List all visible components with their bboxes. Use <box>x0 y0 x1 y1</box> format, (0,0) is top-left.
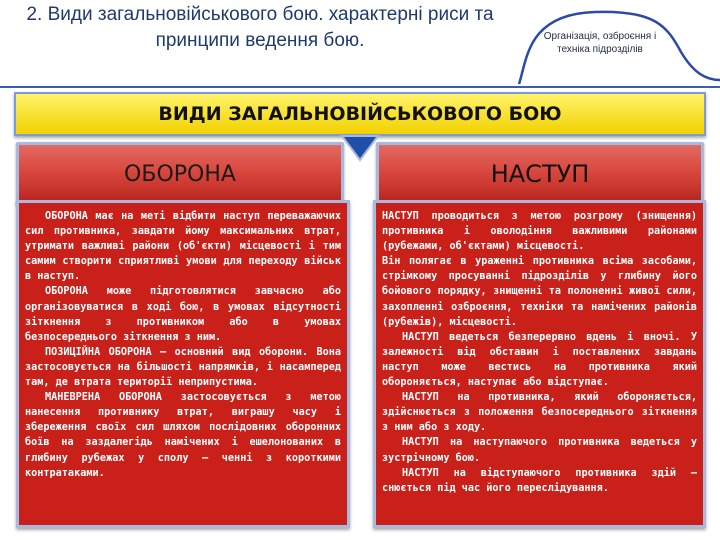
nastup-paragraph-1: НАСТУП проводиться з метою розгрому (знищення) противника і оволодіння важливими районами (рубежами, об'єктами) місцевості. <box>382 211 697 253</box>
curve-badge <box>505 0 720 95</box>
nastup-paragraph-3: НАСТУП ведеться безперервно вдень і вночі. У залежності від обставин і поставлених завдань наступ може вестись на противника який обороняється, наступає або відступає. <box>382 331 697 389</box>
nastup-paragraph-5: НАСТУП на наступаючого противника ведеться у зустрічному бою. <box>382 437 697 464</box>
down-arrow-icon <box>340 134 380 162</box>
oborona-panel <box>16 200 350 528</box>
section-banner <box>14 92 706 136</box>
oborona-paragraph-3: ПОЗИЦІЙНА ОБОРОНА – основний вид оборони. Вона застосовується на більшості напрямків, і насамперед там, де втрата території неприпустима. <box>25 346 341 389</box>
slide-title: 2. Види загальновійськового бою. характерні риси та принципи ведення бою. <box>26 4 494 51</box>
nastup-heading-text: НАСТУП <box>490 160 590 188</box>
oborona-paragraph-4: МАНЕВРЕНА ОБОРОНА застосовується з метою нанесення противнику втрат, виграшу часу і збереження своїх сил шляхом послідовних оборонних боїв на заздалегідь намічених і ешелонованих в глибину рубежах у сполу – ченні з короткими контратаками. <box>25 392 341 479</box>
nastup-heading <box>376 142 704 206</box>
header-divider <box>0 86 720 88</box>
oborona-heading <box>16 142 344 206</box>
nastup-panel <box>373 200 706 528</box>
oborona-paragraph-2: ОБОРОНА може підготовлятися завчасно або організовуватися в ході бою, в умовах відсутності зіткнення з противником або в умовах безпосереднього зіткнення з ним. <box>25 286 341 343</box>
banner-title: ВИДИ ЗАГАЛЬНОВІЙСЬКОВОГО БОЮ <box>158 103 562 125</box>
oborona-heading-text: ОБОРОНА <box>124 161 236 187</box>
nastup-paragraph-2: Він полягає в ураженні противника всіма засобами, стрімкому просуванні підрозділів у глибину його бойового порядку, знищенні та полоненні живої сили, захопленні озброєння, техніки та намічених районів (рубежів), місцевості. <box>382 256 697 328</box>
oborona-paragraph-1: ОБОРОНА має на меті відбити наступ переважаючих сил противника, завдати йому максимальних втрат, утримати важливі райони (об'єкти) місцевості і тим самим створити сприятливі умови для переходу військ в наступ. <box>25 211 341 283</box>
nastup-paragraph-4: НАСТУП на противника, який обороняється, здійснюється з положення безпосереднього зіткнення з ним або з ходу. <box>382 392 697 434</box>
nastup-paragraph-6: НАСТУП на відступаючого противника здій – снюється під час його переслідування. <box>382 467 697 494</box>
badge-text: Організація, озброєння і техніка підрозділів <box>543 31 657 55</box>
